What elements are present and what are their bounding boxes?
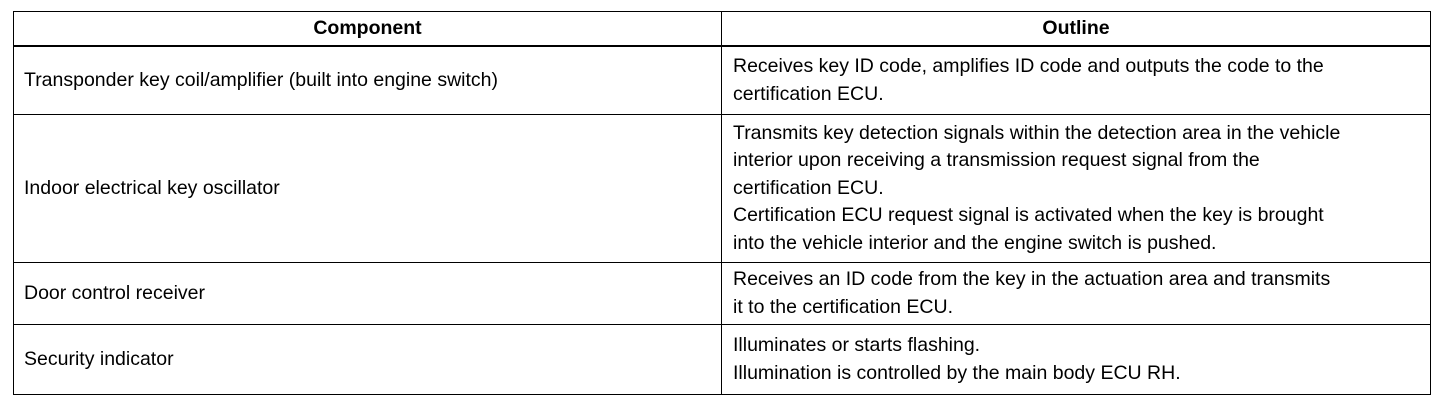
- component-cell: Indoor electrical key oscillator: [14, 115, 722, 263]
- component-cell: Door control receiver: [14, 263, 722, 325]
- table-header: [14, 12, 1431, 47]
- outline-cell: [722, 263, 1431, 325]
- outline-cell: [722, 115, 1431, 263]
- outline-line: Illuminates or starts flashing.: [733, 334, 981, 356]
- header-outline: Outline: [722, 12, 1431, 47]
- component-cell: Transponder key coil/amplifier (built into engine switch): [14, 46, 722, 115]
- table-row: [14, 263, 1431, 325]
- table-row: [14, 325, 1431, 395]
- outline-line: certification ECU.: [733, 82, 884, 105]
- outline-line: interior upon receiving a transmission request signal from the: [733, 149, 1260, 172]
- outline-line: Illumination is controlled by the main body ECU RH.: [733, 361, 1181, 384]
- outline-line: it to the certification ECU.: [733, 295, 954, 318]
- outline-line: certification ECU.: [733, 176, 884, 199]
- outline-line: Receives an ID code from the key in the actuation area and transmits: [733, 268, 1331, 290]
- table-row: [14, 46, 1431, 115]
- header-component: Component: [14, 12, 722, 47]
- outline-line: Receives key ID code, amplifies ID code and outputs the code to the: [733, 55, 1324, 77]
- outline-line: into the vehicle interior and the engine switch is pushed.: [733, 231, 1217, 254]
- table-row: [14, 115, 1431, 263]
- component-outline-table: [13, 11, 1431, 395]
- outline-line: Transmits key detection signals within the detection area in the vehicle: [733, 121, 1341, 144]
- header-row: [14, 12, 1431, 47]
- outline-cell: [722, 325, 1431, 395]
- table-body: [14, 46, 1431, 395]
- component-cell: Security indicator: [14, 325, 722, 395]
- outline-cell: [722, 46, 1431, 115]
- outline-line: Certification ECU request signal is activated when the key is brought: [733, 204, 1324, 227]
